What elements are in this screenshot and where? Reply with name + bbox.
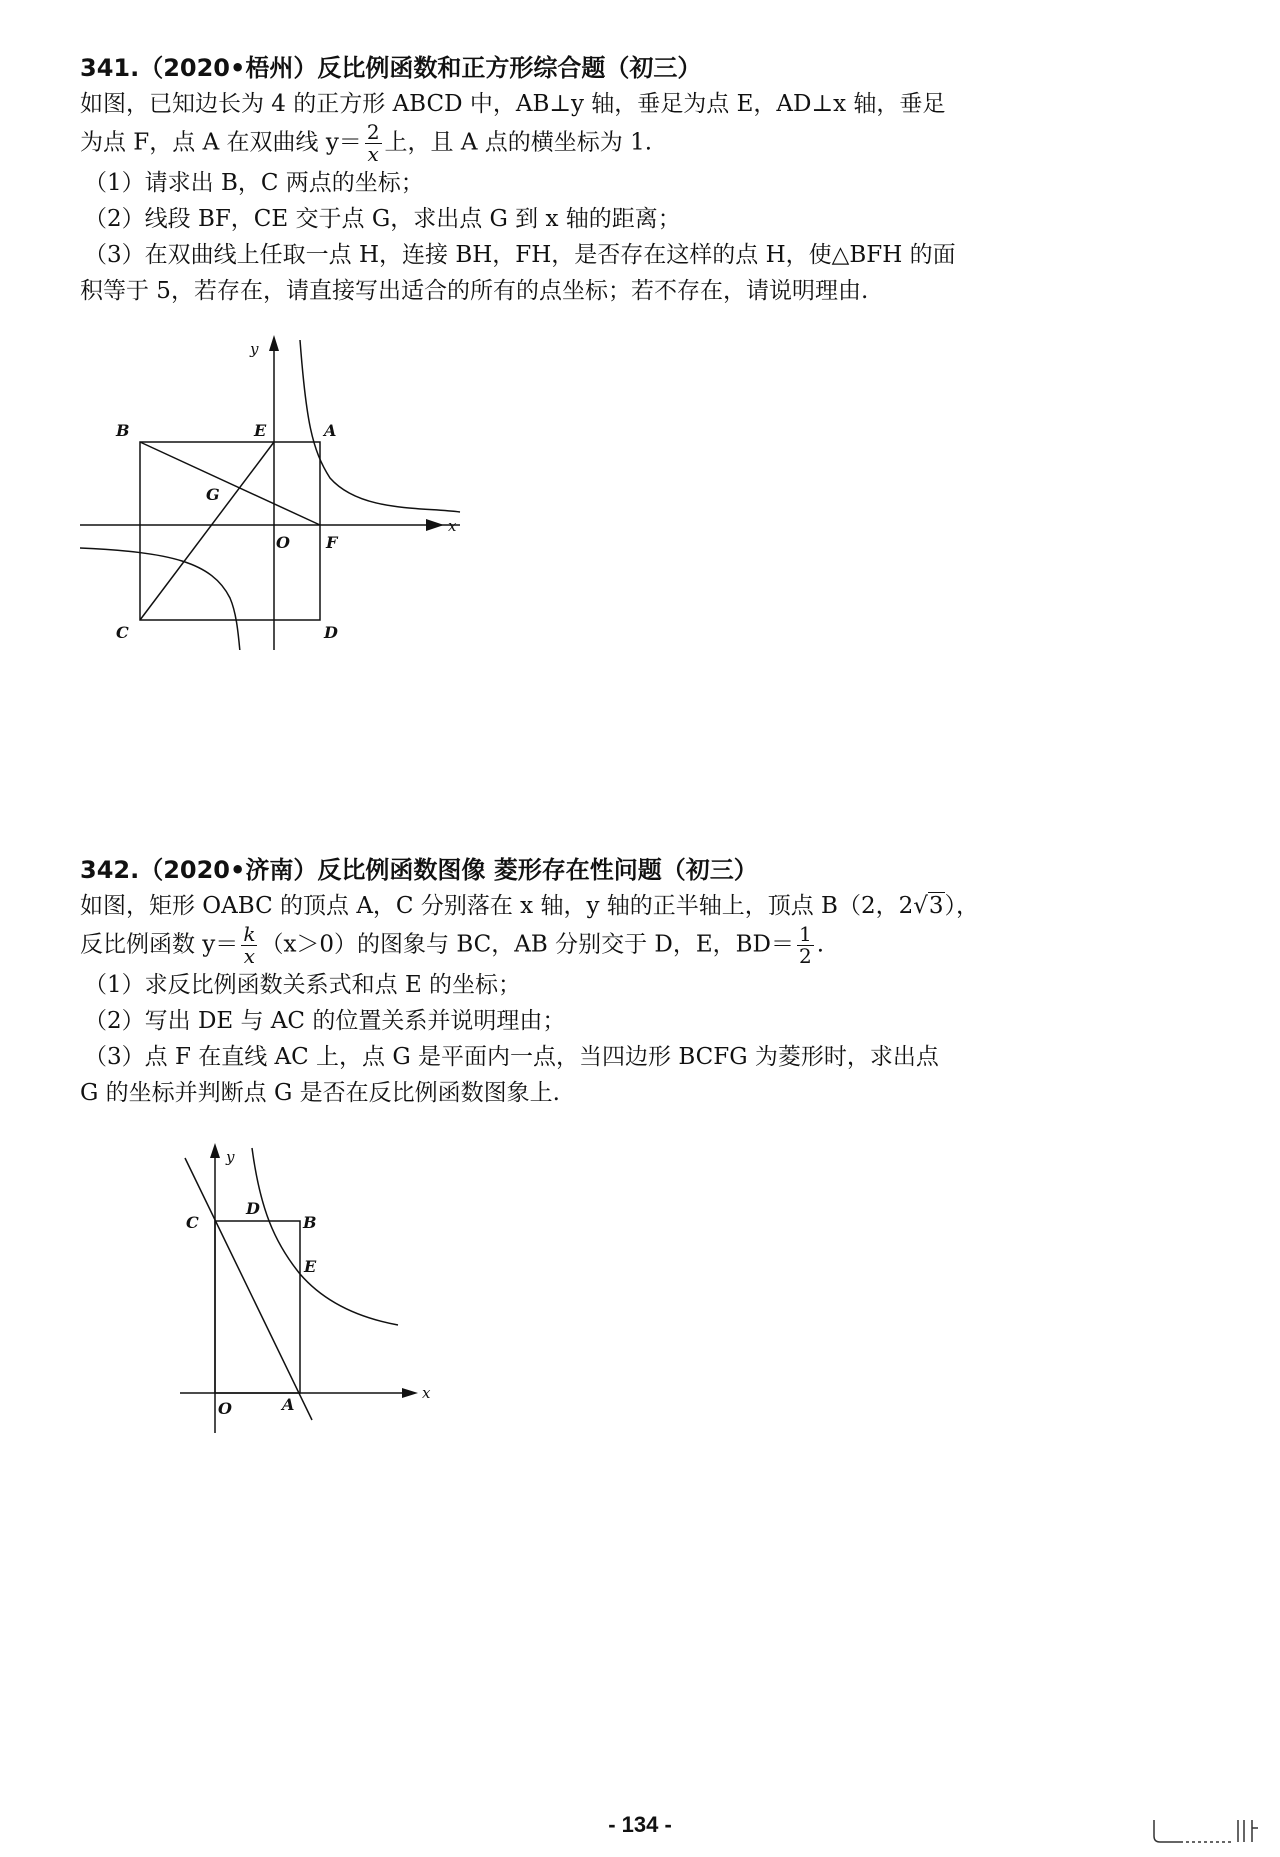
label-O: O xyxy=(276,533,290,552)
label-D: D xyxy=(246,1199,260,1218)
label-y: y xyxy=(226,1148,235,1166)
radicand: 3 xyxy=(928,893,944,919)
label-E: E xyxy=(254,421,267,440)
statement-text: . xyxy=(816,931,825,958)
label-D: D xyxy=(324,623,338,642)
statement-text: （x＞0）的图象与 BC，AB 分别交于 D，E，BD＝ xyxy=(260,931,794,958)
fraction-one-half xyxy=(797,924,814,967)
x-axis-arrow-icon xyxy=(426,519,444,531)
fraction-denominator: x xyxy=(367,142,379,166)
question-1: （1）求反比例函数关系式和点 E 的坐标； xyxy=(84,972,522,998)
question-1: （1）请求出 B，C 两点的坐标； xyxy=(84,170,424,196)
fraction-denominator: x xyxy=(243,944,256,968)
label-A: A xyxy=(282,1395,295,1414)
label-G: G xyxy=(206,485,220,504)
problem-341-title: 341.（2020•梧州）反比例函数和正方形综合题（初三） xyxy=(80,54,702,82)
hyperbola-branch-quadrant-3 xyxy=(80,548,240,650)
statement-text: 上，且 A 点的横坐标为 1. xyxy=(384,129,653,156)
fraction-k-over-x xyxy=(241,924,257,967)
label-y: y xyxy=(250,340,259,358)
scan-edge-marks xyxy=(1150,1816,1260,1846)
fraction-numerator: k xyxy=(243,922,256,946)
label-F: F xyxy=(326,533,338,552)
label-B: B xyxy=(116,421,130,440)
problem-341-statement-line-1: 如图，已知边长为 4 的正方形 ABCD 中，AB⊥y 轴，垂足为点 E，AD⊥x 轴，垂足 xyxy=(80,91,946,117)
statement-text: 为点 F，点 A 在双曲线 y＝ xyxy=(80,129,362,156)
fraction-numerator: 1 xyxy=(799,922,812,946)
segment-CE xyxy=(140,442,274,620)
label-A: A xyxy=(324,421,337,440)
question-3-line-2: 积等于 5，若存在，请直接写出适合的所有的点坐标；若不存在，请说明理由. xyxy=(80,278,869,304)
problem-342-statement-line-2 xyxy=(80,924,1040,967)
label-B: B xyxy=(303,1213,317,1232)
question-2: （2）写出 DE 与 AC 的位置关系并说明理由； xyxy=(84,1008,566,1034)
square-ABCD xyxy=(140,442,320,620)
question-3-line-1: （3）点 F 在直线 AC 上，点 G 是平面内一点，当四边形 BCFG 为菱形时，求出点 xyxy=(84,1044,939,1070)
problem-341 xyxy=(80,50,1040,309)
question-2: （2）线段 BF，CE 交于点 G，求出点 G 到 x 轴的距离； xyxy=(84,206,681,232)
problem-341-statement-line-2 xyxy=(80,122,1040,165)
problem-342 xyxy=(80,852,1040,1111)
y-axis-arrow-icon xyxy=(210,1143,220,1158)
label-C: C xyxy=(116,623,129,642)
segment-BF xyxy=(140,442,320,525)
fraction-2-over-x xyxy=(365,122,382,165)
question-3-line-2: G 的坐标并判断点 G 是否在反比例函数图象上. xyxy=(80,1080,560,1106)
label-x: x xyxy=(422,1384,431,1402)
fraction-denominator: 2 xyxy=(799,944,812,968)
label-x: x xyxy=(448,517,457,535)
statement-text: 如图，矩形 OABC 的顶点 A，C 分别落在 x 轴，y 轴的正半轴上，顶点 B（2，2 xyxy=(80,893,914,919)
figure-341-square-and-hyperbola xyxy=(80,330,480,650)
problem-342-title: 342.（2020•济南）反比例函数图像 菱形存在性问题（初三） xyxy=(80,856,758,884)
label-C: C xyxy=(186,1213,199,1232)
statement-text: ）， xyxy=(944,893,980,919)
question-3-line-1: （3）在双曲线上任取一点 H，连接 BH，FH，是否存在这样的点 H，使△BFH 的面 xyxy=(84,242,956,268)
fraction-numerator: 2 xyxy=(366,120,380,144)
x-axis-arrow-icon xyxy=(402,1388,418,1398)
statement-text: 反比例函数 y＝ xyxy=(80,931,239,958)
line-AC xyxy=(185,1158,312,1420)
label-O: O xyxy=(218,1399,232,1418)
label-E: E xyxy=(304,1257,317,1276)
square-root: √3 xyxy=(913,893,944,919)
y-axis-arrow-icon xyxy=(269,335,279,351)
figure-342-rectangle-and-hyperbola xyxy=(170,1138,440,1438)
page-number: - 134 - xyxy=(608,1812,672,1837)
problem-342-statement-line-1 xyxy=(80,888,1040,924)
hyperbola-branch xyxy=(252,1148,398,1325)
